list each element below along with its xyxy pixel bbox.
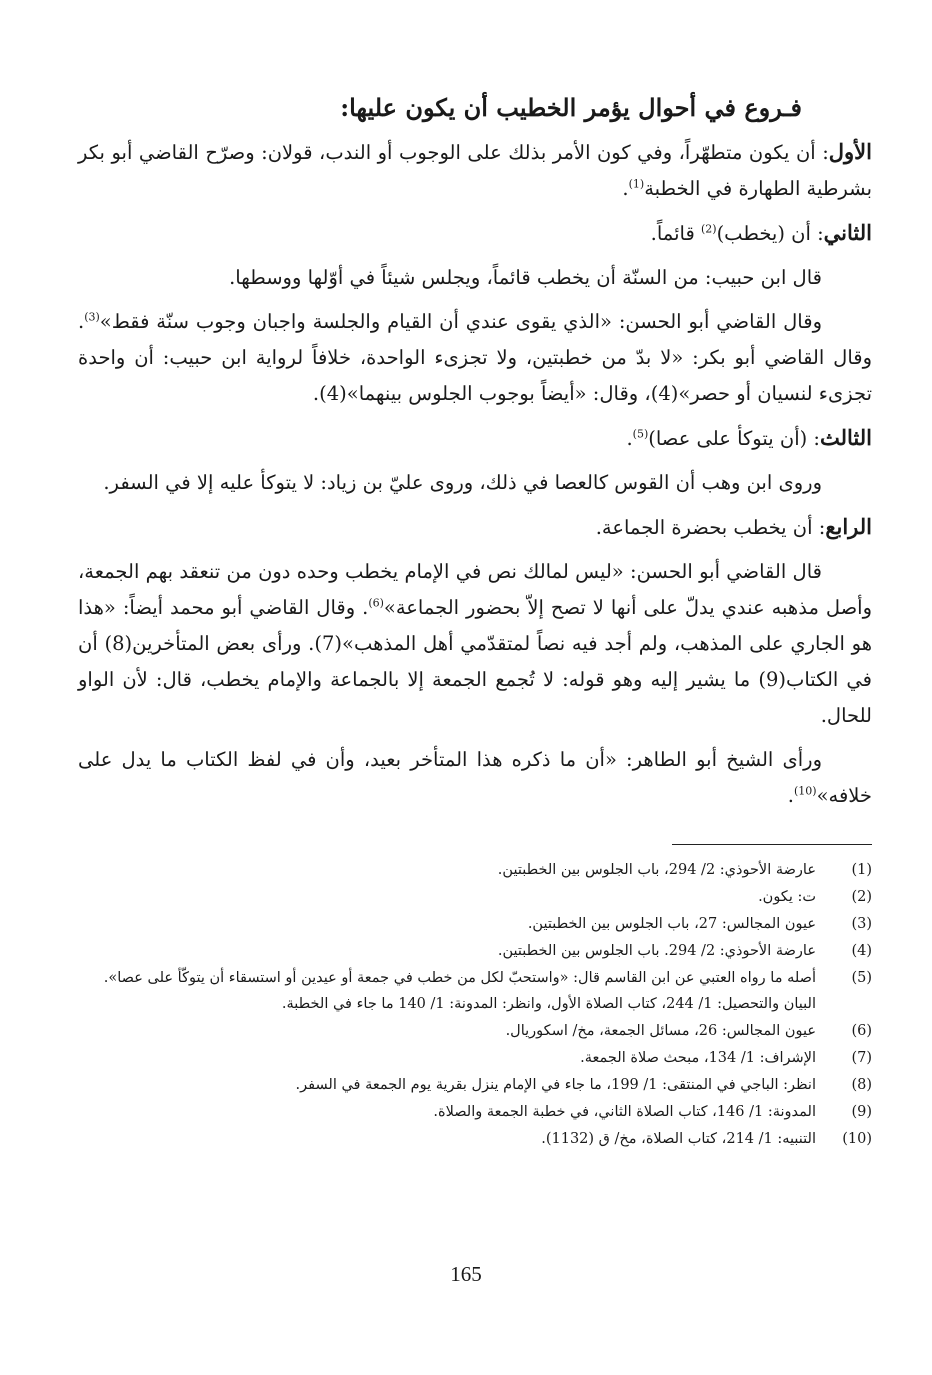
- paragraph: [78, 465, 872, 501]
- paragraph: [78, 742, 872, 814]
- paragraph-text: قال ابن حبيب: من السنّة أن يخطب قائماً، ويجلس شيئاً في أوّلها ووسطها.: [229, 266, 822, 289]
- footnote-text: عارضة الأحوذي: 2/ 294، باب الجلوس بين الخطبتين.: [497, 862, 816, 878]
- footnote-item: [78, 884, 872, 910]
- paragraph-tail: قائماً.: [650, 222, 701, 245]
- paragraph-lead: الرابع: [825, 514, 872, 539]
- footnote-text: المدونة: 1/ 146، كتاب الصلاة الثاني، في خطبة الجمعة والصلاة.: [433, 1104, 816, 1120]
- page-body: [78, 78, 872, 1153]
- paragraph-tail: . وقال القاضي أبو محمد أيضاً: «هذا هو الجاري على المذهب، ولم أجد فيه نصاً لمتقدّمي أهل المذهب»(7). ورأى بعض المتأخرين(8) أن في الكتاب(9) ما يشير إليه وهو قوله: لا تُجمع الجمعة إلا بالجماعة والإمام يخطب، قال: لأن الواو للحال.: [78, 596, 873, 727]
- footnote-text: أصله ما رواه العتبي عن ابن القاسم قال: «واستحبّ لكل من خطب في جمعة أو عيدين أو استسقاء أن يتوكّأ على عصا». البيان والتحصيل: 1/ 244، كتاب الصلاة الأول، وانظر: المدونة: 1/ 140 ما جاء في الخطبة.: [103, 970, 816, 1012]
- footnote-number: (8): [851, 1077, 872, 1093]
- footnote-number: (7): [851, 1050, 872, 1066]
- footnote-item: [78, 1072, 872, 1098]
- footnote-text: الإشراف: 1/ 134، مبحث صلاة الجمعة.: [580, 1050, 816, 1066]
- paragraph-tail: .: [626, 427, 633, 450]
- paragraph-text: ورأى الشيخ أبو الطاهر: «أن ما ذكره هذا المتأخر بعيد، وأن في لفظ الكتاب ما يدل على خلافه»: [78, 748, 872, 807]
- footnote-number: (10): [842, 1131, 872, 1147]
- footnotes: [78, 857, 872, 1152]
- footnote-ref: (6): [368, 596, 384, 610]
- footnote-text: عارضة الأحوذي: 2/ 294. باب الجلوس بين الخطبتين.: [497, 943, 816, 959]
- footnote-ref: (5): [632, 427, 649, 441]
- footnote-number: (6): [851, 1023, 872, 1039]
- section-heading: فـروع في أحوال يؤمر الخطيب أن يكون عليها:: [340, 93, 802, 122]
- footnote-item: [78, 911, 872, 937]
- footnote-text: التنبيه: 1/ 214، كتاب الصلاة، مخ/ ق (1132).: [541, 1131, 816, 1147]
- paragraph: [78, 304, 872, 412]
- footnote-text: انظر: الباجي في المنتقى: 1/ 199، ما جاء في الإمام ينزل بقرية يوم الجمعة في السفر.: [295, 1077, 816, 1093]
- footnote-text: عيون المجالس: 27، باب الجلوس بين الخطبتين.: [527, 916, 816, 932]
- main-text: [78, 134, 872, 814]
- footnote-divider: [672, 844, 872, 845]
- paragraph-text: قال القاضي أبو الحسن: «ليس لمالك نص في الإمام يخطب وحده دون من تنعقد بهم الجمعة، وأصل مذهبه عندي يدلّ على أنها لا تصح إلاّ بحضور الجماعة»: [78, 560, 872, 619]
- footnote-number: (9): [851, 1104, 872, 1120]
- footnote-item: [78, 857, 872, 883]
- paragraph: [78, 554, 872, 734]
- footnote-ref: (10): [794, 784, 817, 798]
- footnote-number: (2): [851, 889, 872, 905]
- paragraph-text: : أن يخطب بحضرة الجماعة.: [595, 516, 826, 539]
- footnote-text: عيون المجالس: 26، مسائل الجمعة، مخ/ اسكوريال.: [505, 1023, 816, 1039]
- paragraph-text: وقال القاضي أبو الحسن: «الذي يقوى عندي أن القيام والجلسة واجبان وجوب سنّة فقط»: [99, 310, 822, 333]
- footnote-number: (4): [851, 943, 872, 959]
- footnote-ref: (3): [84, 310, 100, 324]
- footnote-item: [78, 1018, 872, 1044]
- footnote-ref: (2): [700, 222, 717, 236]
- paragraph: [78, 134, 872, 207]
- paragraph-text: وروى ابن وهب أن القوس كالعصا في ذلك، وروى عليّ بن زياد: لا يتوكأ عليه إلا في السفر.: [103, 471, 822, 494]
- footnote-item: [78, 1099, 872, 1125]
- paragraph-text: : (أن يتوكأ على عصا): [648, 427, 820, 450]
- paragraph-lead: الثاني: [823, 220, 872, 245]
- paragraph: [78, 260, 872, 296]
- footnote-item: [78, 965, 872, 1017]
- paragraph: [78, 420, 872, 457]
- paragraph-tail: . وقال القاضي أبو بكر: «لا بدّ من خطبتين، ولا تجزىء الواحدة، خلافاً لرواية ابن حبيب: أن واحدة تجزىء لنسيان أو حصر»(4)، وقال: «أيضاً بوجوب الجلوس بينهما»(4).: [78, 310, 872, 405]
- paragraph-lead: الأول: [828, 139, 872, 164]
- paragraph-text: : أن يكون متطهّراً، وفي كون الأمر بذلك على الوجوب أو الندب، قولان: وصرّح القاضي أبو بكر بشرطية الطهارة في الخطبة: [78, 141, 872, 200]
- paragraph: [78, 509, 872, 546]
- footnote-item: [78, 938, 872, 964]
- footnote-ref: (1): [628, 177, 645, 191]
- paragraph: [78, 215, 872, 252]
- page-number: 165: [450, 1262, 482, 1286]
- footnote-number: (1): [851, 862, 872, 878]
- footnote-number: (3): [851, 916, 872, 932]
- footnote-item: [78, 1126, 872, 1152]
- paragraph-tail: .: [622, 177, 629, 200]
- footnote-text: ت: يكون.: [758, 889, 816, 905]
- footnote-item: [78, 1045, 872, 1071]
- paragraph-lead: الثالث: [820, 425, 872, 450]
- paragraph-text: : أن (يخطب): [716, 222, 824, 245]
- footnote-number: (5): [851, 970, 872, 986]
- paragraph-tail: .: [787, 784, 794, 807]
